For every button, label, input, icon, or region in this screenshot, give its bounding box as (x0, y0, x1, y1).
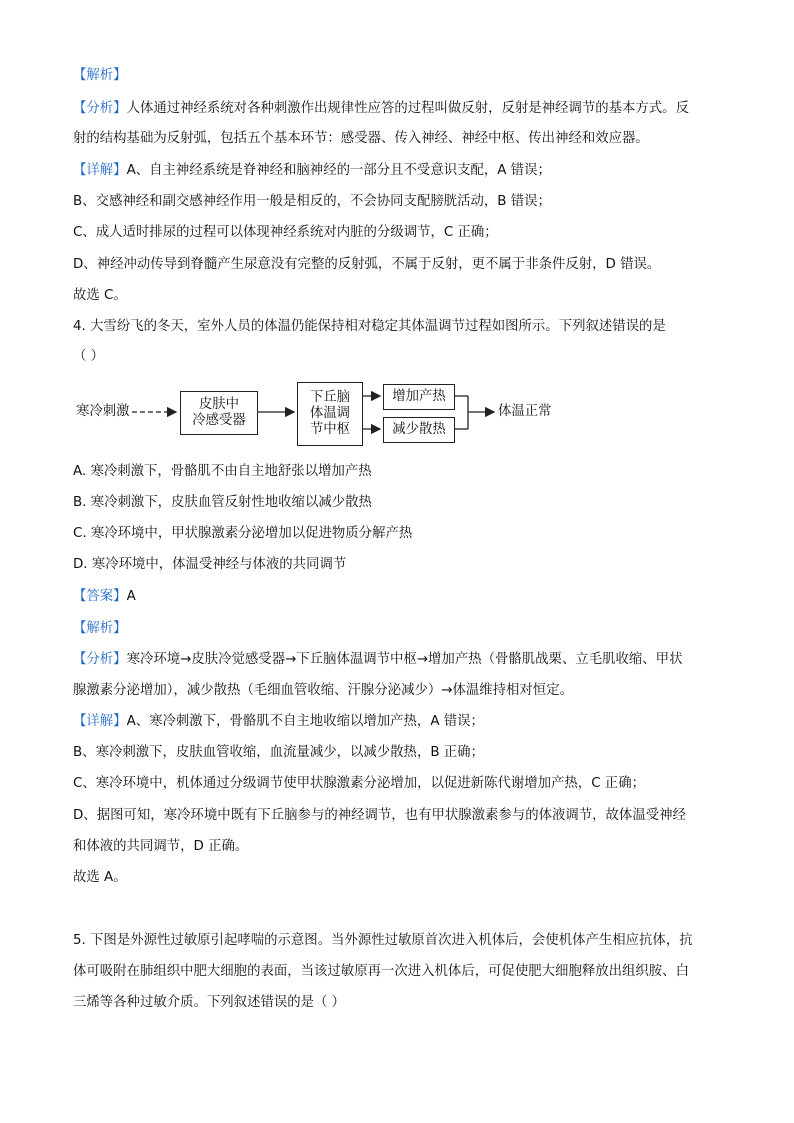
q4-stem-line2: （ ） (73, 349, 105, 364)
conclusion-top: 故选 C。 (73, 288, 127, 303)
xiangjie-item-c: C、成人适时排尿的过程可以体现神经系统对内脏的分级调节，C 正确； (73, 225, 498, 240)
receptor-line1: 皮肤中 (198, 397, 240, 412)
q4-xiangjie-d-line2: 和体液的共同调节，D 正确。 (73, 839, 249, 854)
jiexi-tag: 【解析】 (73, 68, 127, 83)
center-box (297, 382, 363, 446)
answer-value: A (126, 589, 136, 604)
xiangjie-item-b: B、交感神经和副交感神经作用一般是相反的，不会协同支配膀胱活动，B 错误； (73, 194, 551, 209)
answer-tag: 【答案】 (73, 589, 127, 604)
jiexi-heading (73, 66, 733, 86)
q4-conclusion: 故选 A。 (73, 870, 127, 885)
center-line3: 节中枢 (309, 422, 351, 437)
fenxi-tag: 【分析】 (73, 101, 127, 116)
q4-fenxi-tag: 【分析】 (73, 652, 127, 667)
center-line2: 体温调 (309, 406, 351, 421)
q4-jiexi-heading (73, 619, 733, 639)
q4-xiangjie-b: B、寒冷刺激下，皮肤血管收缩，血流量减少，以减少散热，B 正确； (73, 745, 484, 760)
q4-jiexi-tag: 【解析】 (73, 621, 127, 636)
receptor-line2: 冷感受器 (192, 413, 246, 428)
q4-option-c: C. 寒冷环境中，甲状腺激素分泌增加以促进物质分解产热 (73, 526, 413, 541)
q4-stem-line1: 4. 大雪纷飞的冬天，室外人员的体温仍能保持相对稳定其体温调节过程如图所示。下列叙述错误的是 (73, 319, 666, 334)
xiangjie-item-a (73, 161, 733, 181)
q4-fenxi-line1 (73, 650, 733, 670)
receptor-box (180, 391, 258, 435)
xiangjie-a-text: A、自主神经系统是脊神经和脑神经的一部分且不受意识支配，A 错误； (126, 163, 551, 178)
thermoregulation-diagram (70, 378, 590, 450)
q4-fenxi-text-1: 寒冷环境→皮肤冷觉感受器→下丘脑体温调节中枢→增加产热（骨骼肌战栗、立毛肌收缩、甲状 (126, 652, 683, 667)
fenxi-paragraph-line1 (73, 99, 733, 119)
q5-line1: 5. 下图是外源性过敏原引起哮喘的示意图。当外源性过敏原首次进入机体后，会使机体产生相应抗体，抗 (73, 933, 693, 948)
q4-answer (73, 587, 733, 607)
q4-xiangjie-c: C、寒冷环境中，机体通过分级调节使甲状腺激素分泌增加，以促进新陈代谢增加产热，C 正确； (73, 776, 645, 791)
q5-line3: 三烯等各种过敏介质。下列叙述错误的是（ ） (73, 995, 346, 1010)
q4-option-d: D. 寒冷环境中，体温受神经与体液的共同调节 (73, 557, 347, 572)
center-line1: 下丘脑 (309, 390, 351, 405)
q4-option-a: A. 寒冷刺激下，骨骼肌不由自主地舒张以增加产热 (73, 464, 372, 479)
q4-xiangjie-a (73, 712, 733, 732)
fenxi-paragraph-line2: 射的结构基础为反射弧，包括五个基本环节：感受器、传入神经、神经中枢、传出神经和效应器。 (73, 131, 649, 146)
xiangjie-tag: 【详解】 (73, 163, 127, 178)
q4-xiangjie-tag: 【详解】 (73, 714, 127, 729)
xiangjie-item-d: D、神经冲动传导到脊髓产生尿意没有完整的反射弧，不属于反射，更不属于非条件反射，D 错误。 (73, 257, 661, 272)
q4-xiangjie-d-line1: D、据图可知，寒冷环境中既有下丘脑参与的神经调节，也有甲状腺激素参与的体液调节，故体温受神经 (73, 808, 686, 823)
result-label: 体温正常 (498, 404, 552, 419)
stimulus-label: 寒冷刺激 (76, 404, 130, 419)
increase-heat-box: 增加产热 (383, 384, 455, 410)
q5-line2: 体可吸附在肺组织中肥大细胞的表面，当该过敏原再一次进入机体后，可促使肥大细胞释放出组织胺、白 (73, 964, 689, 979)
decrease-heat-box: 减少散热 (383, 417, 455, 443)
q4-fenxi-line2: 腺激素分泌增加），减少散热（毛细血管收缩、汗腺分泌减少）→体温维持相对恒定。 (73, 683, 573, 698)
q4-option-b: B. 寒冷刺激下，皮肤血管反射性地收缩以减少散热 (73, 495, 372, 510)
fenxi-text-1: 人体通过神经系统对各种刺激作出规律性应答的过程叫做反射，反射是神经调节的基本方式。反 (126, 101, 689, 116)
q4-xiangjie-a-text: A、寒冷刺激下，骨骼肌不自主地收缩以增加产热，A 错误； (126, 714, 484, 729)
